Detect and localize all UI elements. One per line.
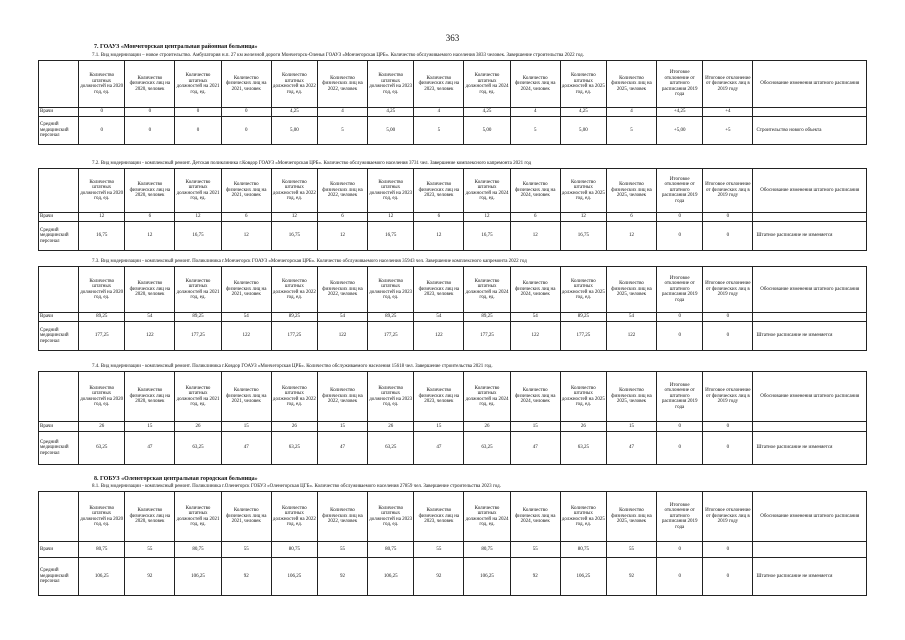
- column-header: Количество штатных должностей на 2025 год, ед.: [560, 267, 606, 313]
- table-cell: 4,25: [271, 108, 317, 117]
- column-header: Количество штатных должностей на 2022 год, ед.: [271, 169, 317, 213]
- column-header: Количество физических лиц на 2024, человек: [510, 267, 560, 313]
- table-cell: 0: [79, 117, 125, 145]
- header-corner: [39, 61, 79, 108]
- table-cell: 54: [606, 313, 656, 322]
- column-header: Итоговое отклонение от штатного расписания 2019 года: [657, 169, 703, 213]
- table-cell: 6: [125, 213, 175, 222]
- column-header: Количество штатных должностей на 2022 год, ед.: [271, 61, 317, 108]
- table-cell: 92: [414, 558, 464, 596]
- table-cell: +4: [703, 108, 753, 117]
- table-cell: 15: [510, 422, 560, 432]
- table-cell: 177,25: [368, 322, 414, 351]
- row-label: Врачи: [39, 213, 79, 222]
- table-cell: 89,25: [560, 313, 606, 322]
- column-header: Обоснование изменения штатного расписания: [753, 169, 867, 213]
- column-header: Количество физических лиц на 2023, человек: [414, 372, 464, 422]
- justification-cell: Штатное расписание не изменяется: [753, 558, 867, 596]
- column-header: Количество штатных должностей на 2023 год, ед.: [368, 492, 414, 542]
- table-cell: 106,25: [368, 558, 414, 596]
- column-header: Количество физических лиц на 2024, человек: [510, 169, 560, 213]
- table-cell: 0: [125, 117, 175, 145]
- table-cell: 55: [510, 542, 560, 558]
- column-header: Итоговое отклонение от штатного расписания 2019 года: [657, 267, 703, 313]
- table-cell: 63,25: [368, 432, 414, 465]
- table-cell: 0: [703, 222, 753, 251]
- table-cell: 89,25: [464, 313, 510, 322]
- table-cell: 4: [414, 108, 464, 117]
- table-cell: 55: [317, 542, 367, 558]
- table-cell: 26: [560, 422, 606, 432]
- header-corner: [39, 492, 79, 542]
- justification-cell: [753, 422, 867, 432]
- table-cell: 26: [271, 422, 317, 432]
- table-cell: 122: [510, 322, 560, 351]
- table-cell: 16,75: [368, 222, 414, 251]
- column-header: Количество физических лиц на 2020, человек: [125, 61, 175, 108]
- column-header: Количество штатных должностей на 2024 год, ед.: [464, 492, 510, 542]
- table-cell: 177,25: [79, 322, 125, 351]
- table-cell: 106,25: [79, 558, 125, 596]
- column-header: Итоговое отклонение от физических лиц в 2019 году: [703, 267, 753, 313]
- table-cell: 0: [703, 322, 753, 351]
- table-cell: 15: [317, 422, 367, 432]
- column-header: Количество штатных должностей на 2022 год, ед.: [271, 492, 317, 542]
- table-cell: 16,75: [79, 222, 125, 251]
- column-header: Количество штатных должностей на 2022 год, ед.: [271, 267, 317, 313]
- block-caption: 7.2. Вид модернизации - комплексный ремонт. Детская поликлиника г.Ковдор ГОАУЗ «Мончегорская ЦРБ». Количество обслуживаемого населения 3731 чел. Завершение комплексного капремонта 2021 год: [92, 161, 532, 166]
- row-label: Средний медицинский персонал: [39, 558, 79, 596]
- table-cell: 12: [125, 222, 175, 251]
- column-header: Обоснование изменения штатного расписания: [753, 267, 867, 313]
- column-header: Количество штатных должностей на 2025 год, ед.: [560, 61, 606, 108]
- column-header: Количество физических лиц на 2021, человек: [221, 267, 271, 313]
- table-cell: 80,75: [271, 542, 317, 558]
- table-cell: 0: [125, 108, 175, 117]
- table-cell: 63,25: [560, 432, 606, 465]
- column-header: Количество штатных должностей на 2025 год, ед.: [560, 372, 606, 422]
- column-header: Количество физических лиц на 2024, человек: [510, 492, 560, 542]
- table-cell: 0: [703, 422, 753, 432]
- table-cell: 0: [79, 108, 125, 117]
- table-cell: 5,00: [271, 117, 317, 145]
- column-header: Количество физических лиц на 2022, человек: [317, 61, 367, 108]
- staffing-table: [38, 266, 867, 351]
- column-header: Количество физических лиц на 2021, человек: [221, 61, 271, 108]
- column-header: Количество штатных должностей на 2020 год, ед.: [79, 492, 125, 542]
- table-cell: 12: [464, 213, 510, 222]
- staffing-table: [38, 491, 867, 596]
- column-header: Количество физических лиц на 2023, человек: [414, 169, 464, 213]
- table-cell: +5,00: [657, 117, 703, 145]
- table-cell: 0: [175, 117, 221, 145]
- staffing-table: [38, 60, 867, 145]
- table-cell: 12: [79, 213, 125, 222]
- column-header: Количество физических лиц на 2022, человек: [317, 267, 367, 313]
- table-cell: 92: [317, 558, 367, 596]
- justification-cell: Штатное расписание не изменяется: [753, 432, 867, 465]
- table-cell: 89,25: [79, 313, 125, 322]
- column-header: Количество физических лиц на 2021, человек: [221, 372, 271, 422]
- column-header: Количество физических лиц на 2025, человек: [606, 61, 656, 108]
- column-header: Количество физических лиц на 2023, человек: [414, 492, 464, 542]
- table-cell: 15: [125, 422, 175, 432]
- header-corner: [39, 267, 79, 313]
- table-cell: 5,00: [560, 117, 606, 145]
- table-cell: 4: [510, 108, 560, 117]
- table-cell: 6: [510, 213, 560, 222]
- table-cell: 5: [510, 117, 560, 145]
- table-cell: 92: [510, 558, 560, 596]
- table-cell: 5: [606, 117, 656, 145]
- column-header: Количество штатных должностей на 2020 год, ед.: [79, 61, 125, 108]
- column-header: Количество штатных должностей на 2021 год, ед.: [175, 372, 221, 422]
- table-cell: 5,00: [464, 117, 510, 145]
- table-cell: 0: [657, 432, 703, 465]
- table-cell: 92: [125, 558, 175, 596]
- table-cell: 55: [606, 542, 656, 558]
- table-cell: 5,00: [368, 117, 414, 145]
- table-cell: 80,75: [175, 542, 221, 558]
- column-header: Количество штатных должностей на 2021 год, ед.: [175, 169, 221, 213]
- row-label: Средний медицинский персонал: [39, 222, 79, 251]
- column-header: Количество физических лиц на 2020, человек: [125, 372, 175, 422]
- table-cell: 47: [510, 432, 560, 465]
- table-cell: 16,75: [464, 222, 510, 251]
- column-header: Количество физических лиц на 2022, человек: [317, 372, 367, 422]
- table-cell: 4,25: [560, 108, 606, 117]
- column-header: Количество штатных должностей на 2023 год, ед.: [368, 169, 414, 213]
- column-header: Количество физических лиц на 2022, человек: [317, 169, 367, 213]
- column-header: Обоснование изменения штатного расписания: [753, 61, 867, 108]
- column-header: Количество физических лиц на 2022, человек: [317, 492, 367, 542]
- table-cell: 122: [125, 322, 175, 351]
- table-cell: 47: [125, 432, 175, 465]
- table-cell: 54: [317, 313, 367, 322]
- table-cell: 26: [368, 422, 414, 432]
- table-cell: 89,25: [368, 313, 414, 322]
- column-header: Количество штатных должностей на 2020 год, ед.: [79, 372, 125, 422]
- table-cell: 6: [221, 213, 271, 222]
- justification-cell: [753, 542, 867, 558]
- column-header: Количество штатных должностей на 2025 год, ед.: [560, 492, 606, 542]
- justification-cell: [753, 213, 867, 222]
- table-cell: 0: [657, 322, 703, 351]
- table-cell: 54: [221, 313, 271, 322]
- column-header: Количество физических лиц на 2020, человек: [125, 169, 175, 213]
- column-header: Количество штатных должностей на 2024 год, ед.: [464, 267, 510, 313]
- table-cell: 15: [606, 422, 656, 432]
- column-header: Количество физических лиц на 2024, человек: [510, 372, 560, 422]
- table-cell: 0: [657, 422, 703, 432]
- table-cell: 55: [221, 542, 271, 558]
- table-cell: 63,25: [175, 432, 221, 465]
- column-header: Итоговое отклонение от физических лиц в 2019 году: [703, 169, 753, 213]
- table-cell: 0: [657, 542, 703, 558]
- block-caption: 7.1. Вид модернизации – новое строительство. Амбулатория н.п. 27 км железной дороги Мончегорск-Оленья ГОАУЗ «Мончегорская ЦРБ». Количество обслуживаемого населения 3833 человек. Завершение строительства 2022 год.: [92, 53, 584, 58]
- table-cell: 12: [606, 222, 656, 251]
- table-cell: 47: [414, 432, 464, 465]
- table-cell: 0: [221, 108, 271, 117]
- table-cell: 4: [317, 108, 367, 117]
- table-cell: 4,25: [368, 108, 414, 117]
- column-header: Количество штатных должностей на 2024 год, ед.: [464, 61, 510, 108]
- column-header: Обоснование изменения штатного расписания: [753, 492, 867, 542]
- table-cell: 0: [703, 213, 753, 222]
- table-cell: 4: [606, 108, 656, 117]
- table-cell: 0: [175, 108, 221, 117]
- column-header: Итоговое отклонение от физических лиц в 2019 году: [703, 492, 753, 542]
- table-cell: 12: [368, 213, 414, 222]
- column-header: Количество штатных должностей на 2021 год, ед.: [175, 492, 221, 542]
- table-cell: 4,25: [464, 108, 510, 117]
- justification-cell: [753, 313, 867, 322]
- column-header: Количество штатных должностей на 2024 год, ед.: [464, 169, 510, 213]
- column-header: Количество штатных должностей на 2025 год, ед.: [560, 169, 606, 213]
- justification-cell: Строительство нового объекта: [753, 117, 867, 145]
- row-label: Средний медицинский персонал: [39, 117, 79, 145]
- page-number: 363: [445, 33, 460, 43]
- table-cell: 122: [414, 322, 464, 351]
- table-cell: 122: [317, 322, 367, 351]
- column-header: Итоговое отклонение от штатного расписания 2019 года: [657, 61, 703, 108]
- table-cell: 5: [317, 117, 367, 145]
- table-cell: 54: [510, 313, 560, 322]
- table-cell: 106,25: [464, 558, 510, 596]
- table-cell: 80,75: [560, 542, 606, 558]
- table-cell: 80,75: [79, 542, 125, 558]
- table-cell: 89,25: [175, 313, 221, 322]
- column-header: Количество физических лиц на 2020, человек: [125, 267, 175, 313]
- column-header: Количество физических лиц на 2025, человек: [606, 169, 656, 213]
- table-cell: 177,25: [175, 322, 221, 351]
- table-cell: 12: [317, 222, 367, 251]
- justification-cell: Штатное расписание не изменяется: [753, 322, 867, 351]
- table-cell: 106,25: [560, 558, 606, 596]
- table-cell: 106,25: [271, 558, 317, 596]
- justification-cell: [753, 108, 867, 117]
- table-cell: 16,75: [175, 222, 221, 251]
- table-cell: 12: [560, 213, 606, 222]
- table-cell: +5: [703, 117, 753, 145]
- table-cell: 0: [703, 558, 753, 596]
- table-cell: 6: [414, 213, 464, 222]
- column-header: Итоговое отклонение от штатного расписания 2019 года: [657, 372, 703, 422]
- table-cell: 0: [657, 558, 703, 596]
- column-header: Количество физических лиц на 2021, человек: [221, 169, 271, 213]
- column-header: Количество физических лиц на 2023, человек: [414, 267, 464, 313]
- table-cell: 0: [657, 213, 703, 222]
- table-cell: 63,25: [271, 432, 317, 465]
- column-header: Количество штатных должностей на 2020 год, ед.: [79, 169, 125, 213]
- section-title: 7. ГОАУЗ «Мончегорская центральная районная больница»: [94, 44, 258, 50]
- row-label: Врачи: [39, 542, 79, 558]
- block-caption: 7.4. Вид модернизации - комплексный ремонт. Поликлиника г.Ковдор ГОАУЗ «Мончегорская ЦРБ». Количество обслуживаемого населения 15618 чел. Завершение строительства 2021 год.: [92, 364, 493, 369]
- row-label: Врачи: [39, 313, 79, 322]
- column-header: Количество штатных должностей на 2023 год, ед.: [368, 267, 414, 313]
- column-header: Обоснование изменения штатного расписания: [753, 372, 867, 422]
- table-cell: 16,75: [271, 222, 317, 251]
- table-cell: 26: [79, 422, 125, 432]
- block-caption: 8.1. Вид модернизации - комплексный ремонт. Поликлиника г.Оленегорск ГОБУЗ «Оленегорская ЦГБ». Количество обслуживаемого населения 27859 чел. Завершение строительства 2023 год.: [92, 484, 501, 489]
- column-header: Количество физических лиц на 2020, человек: [125, 492, 175, 542]
- column-header: Количество штатных должностей на 2024 год, ед.: [464, 372, 510, 422]
- table-cell: 26: [175, 422, 221, 432]
- table-cell: 0: [703, 313, 753, 322]
- table-cell: 16,75: [560, 222, 606, 251]
- table-cell: 0: [221, 117, 271, 145]
- column-header: Количество штатных должностей на 2023 год, ед.: [368, 61, 414, 108]
- row-label: Средний медицинский персонал: [39, 322, 79, 351]
- header-corner: [39, 169, 79, 213]
- table-cell: 177,25: [271, 322, 317, 351]
- table-cell: 177,25: [464, 322, 510, 351]
- column-header: Количество физических лиц на 2025, человек: [606, 492, 656, 542]
- table-cell: 54: [125, 313, 175, 322]
- table-cell: 80,75: [368, 542, 414, 558]
- table-cell: 63,25: [79, 432, 125, 465]
- row-label: Врачи: [39, 108, 79, 117]
- table-cell: 55: [414, 542, 464, 558]
- table-cell: 47: [221, 432, 271, 465]
- staffing-table: [38, 371, 867, 465]
- table-cell: 12: [175, 213, 221, 222]
- column-header: Количество штатных должностей на 2023 год, ед.: [368, 372, 414, 422]
- table-cell: 47: [606, 432, 656, 465]
- column-header: Количество физических лиц на 2024, человек: [510, 61, 560, 108]
- table-cell: 15: [414, 422, 464, 432]
- table-cell: 6: [317, 213, 367, 222]
- table-cell: 15: [221, 422, 271, 432]
- table-cell: 54: [414, 313, 464, 322]
- table-cell: 6: [606, 213, 656, 222]
- column-header: Итоговое отклонение от физических лиц в 2019 году: [703, 372, 753, 422]
- column-header: Количество физических лиц на 2025, человек: [606, 267, 656, 313]
- table-cell: 0: [703, 432, 753, 465]
- header-corner: [39, 372, 79, 422]
- column-header: Количество штатных должностей на 2021 год, ед.: [175, 61, 221, 108]
- table-cell: 5: [414, 117, 464, 145]
- column-header: Количество физических лиц на 2021, человек: [221, 492, 271, 542]
- staffing-table: [38, 168, 867, 251]
- table-cell: 12: [221, 222, 271, 251]
- table-cell: 106,25: [175, 558, 221, 596]
- row-label: Средний медицинский персонал: [39, 432, 79, 465]
- column-header: Количество физических лиц на 2023, человек: [414, 61, 464, 108]
- table-cell: 26: [464, 422, 510, 432]
- table-cell: 55: [125, 542, 175, 558]
- justification-cell: Штатное расписание не изменяется: [753, 222, 867, 251]
- table-cell: 122: [606, 322, 656, 351]
- table-cell: 177,25: [560, 322, 606, 351]
- column-header: Количество штатных должностей на 2022 год, ед.: [271, 372, 317, 422]
- column-header: Количество штатных должностей на 2021 год, ед.: [175, 267, 221, 313]
- table-cell: 0: [657, 313, 703, 322]
- table-cell: 122: [221, 322, 271, 351]
- table-cell: 0: [703, 542, 753, 558]
- table-cell: 92: [221, 558, 271, 596]
- section-title: 8. ГОБУЗ «Оленегорская центральная городская больница»: [94, 476, 258, 482]
- table-cell: +4,25: [657, 108, 703, 117]
- table-cell: 12: [271, 213, 317, 222]
- row-label: Врачи: [39, 422, 79, 432]
- column-header: Количество штатных должностей на 2020 год, ед.: [79, 267, 125, 313]
- table-cell: 89,25: [271, 313, 317, 322]
- table-cell: 12: [510, 222, 560, 251]
- table-cell: 0: [657, 222, 703, 251]
- table-cell: 47: [317, 432, 367, 465]
- column-header: Итоговое отклонение от физических лиц в 2019 году: [703, 61, 753, 108]
- table-cell: 12: [414, 222, 464, 251]
- table-cell: 80,75: [464, 542, 510, 558]
- table-cell: 92: [606, 558, 656, 596]
- block-caption: 7.3. Вид модернизации - комплексный ремонт. Поликлиника г.Мончегорск ГОАУЗ «Мончегорская ЦРБ». Количество обслуживаемого населения 35943 чел. Завершение комплексного капремонта 2022 год: [92, 259, 527, 264]
- column-header: Количество физических лиц на 2025, человек: [606, 372, 656, 422]
- table-cell: 63,25: [464, 432, 510, 465]
- column-header: Итоговое отклонение от штатного расписания 2019 года: [657, 492, 703, 542]
